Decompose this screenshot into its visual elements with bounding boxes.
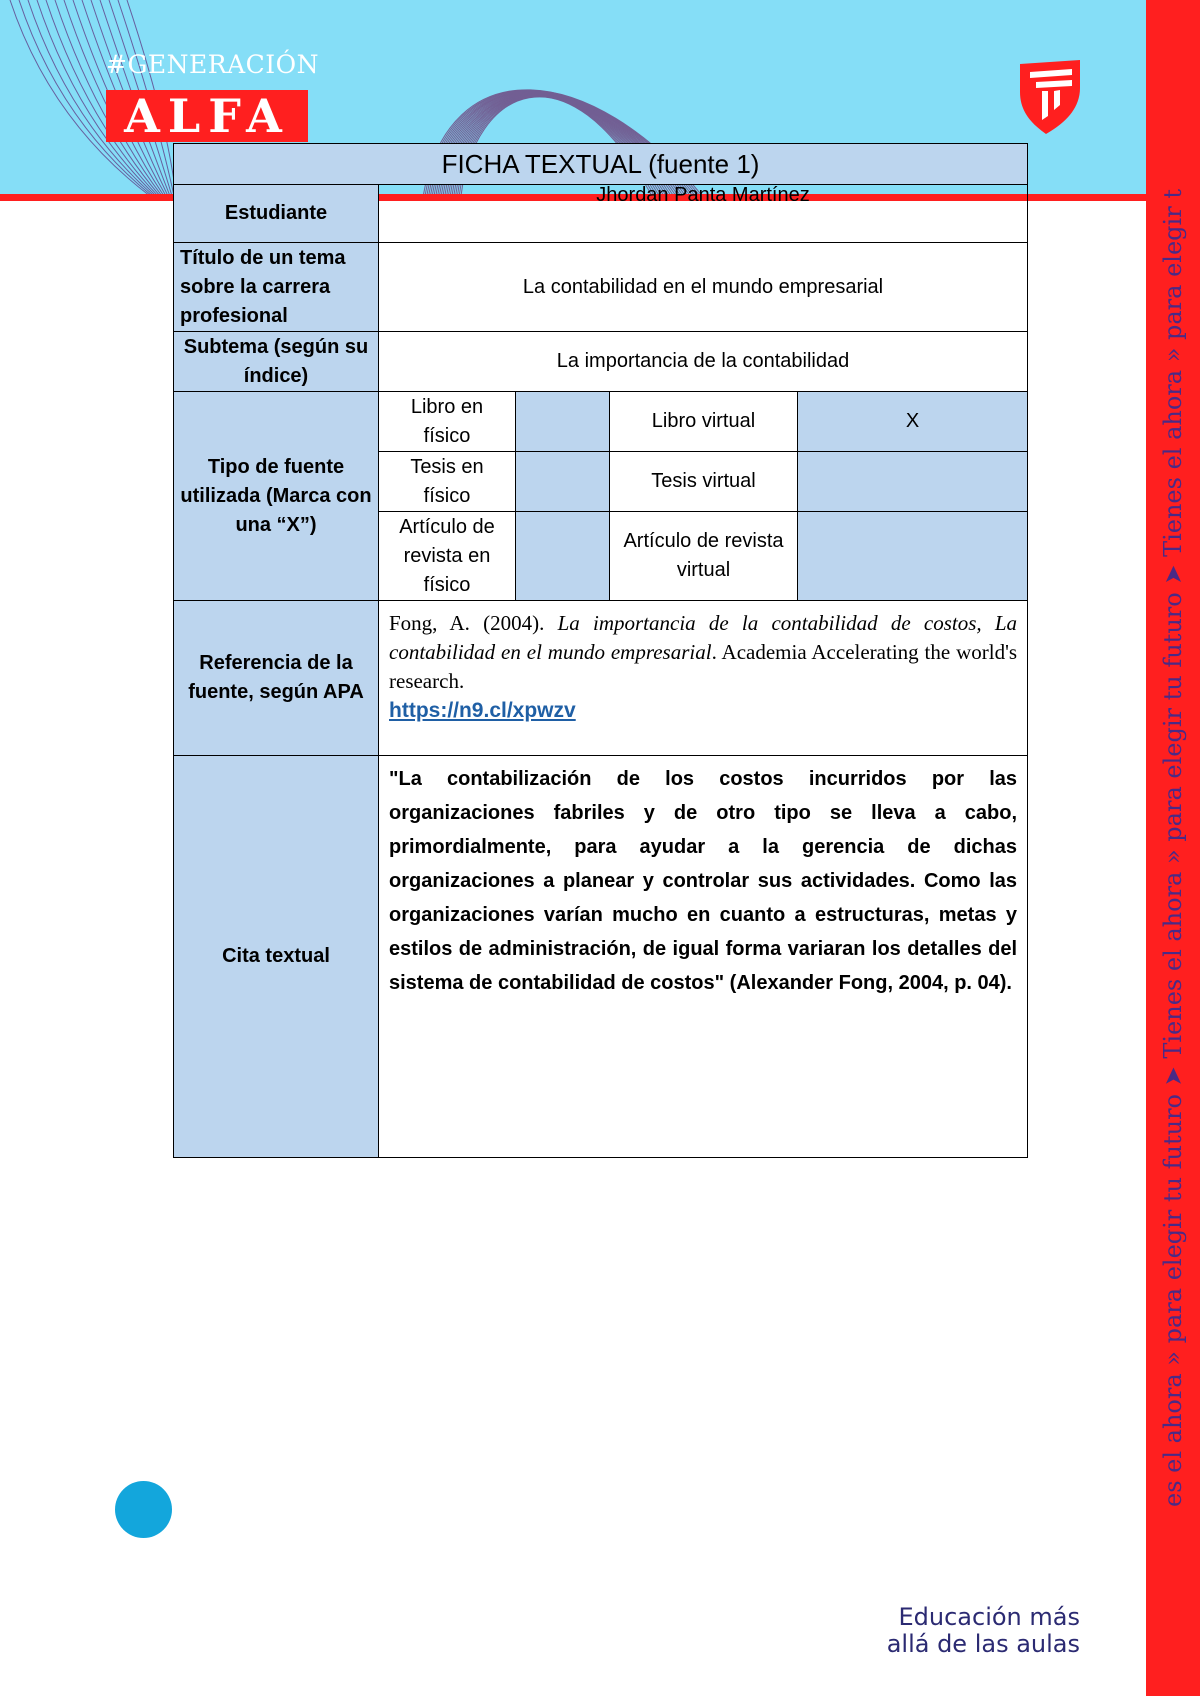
side-slogan-strip: [1146, 0, 1200, 1696]
generation-hashtag: #GENERACIÓN: [106, 50, 320, 79]
subtema-label: Subtema (según su índice): [174, 332, 379, 392]
alfa-logo: [106, 90, 308, 142]
cita-text: "La contabilización de los costos incurridos por las organizaciones fabriles y de otro tipo se lleva a cabo, primordialmente, para ayudar a la gerencia de dichas organizaciones a planear y controlar sus actividades. Como las organizaciones varían mucho en cuanto a estructuras, metas y estilos de administración, de igual forma variaran los detalles del sistema de contabilidad de costos" (Alexander Fong, 2004, p. 04).: [379, 756, 1028, 1158]
footer-tagline: [880, 1604, 1080, 1658]
option-articulo-fisico-mark[interactable]: [516, 512, 610, 601]
option-tesis-fisico-label: Tesis en físico: [379, 452, 516, 512]
tipo-fuente-label: Tipo de fuente utilizada (Marca con una “X”): [174, 392, 379, 601]
option-libro-fisico-mark[interactable]: [516, 392, 610, 452]
referencia-label: Referencia de la fuente, según APA: [174, 601, 379, 756]
referencia-link[interactable]: https://n9.cl/xpwzv: [389, 699, 576, 722]
blue-dot-decoration: [115, 1481, 172, 1538]
estudiante-label: Estudiante: [174, 185, 379, 243]
alfa-logo-text: ALFA: [124, 89, 290, 143]
titulo-value: La contabilidad en el mundo empresarial: [379, 243, 1028, 332]
referencia-work: La importancia de la contabilidad de costos, La contabilidad en el mundo empresarial: [389, 611, 1018, 664]
option-articulo-virtual-label: Artículo de revista virtual: [610, 512, 798, 601]
option-libro-virtual-mark[interactable]: X: [798, 392, 1028, 452]
ficha-title: FICHA TEXTUAL (fuente 1): [174, 144, 1028, 185]
option-tesis-fisico-mark[interactable]: [516, 452, 610, 512]
cita-label: Cita textual: [174, 756, 379, 1158]
referencia-publisher: . Academia Accelerating the world's research.: [389, 640, 1018, 693]
option-articulo-virtual-mark[interactable]: [798, 512, 1028, 601]
titulo-label: Título de un tema sobre la carrera profesional: [174, 243, 379, 332]
referencia-value: [379, 601, 1028, 756]
subtema-value: La importancia de la contabilidad: [379, 332, 1028, 392]
option-libro-fisico-label: Libro en físico: [379, 392, 516, 452]
side-slogan-text: es el ahora » para elegir tu futuro ➤ Tienes el ahora » para elegir tu futuro ➤ Tienes el ahora » para elegir t: [1159, 189, 1187, 1507]
estudiante-value: Jhordan Panta Martínez: [379, 185, 1028, 243]
option-articulo-fisico-label: Artículo de revista en físico: [379, 512, 516, 601]
option-tesis-virtual-mark[interactable]: [798, 452, 1028, 512]
referencia-author: Fong, A. (2004).: [389, 611, 558, 635]
footer-tagline-line1: Educación más: [898, 1603, 1080, 1631]
option-libro-virtual-label: Libro virtual: [610, 392, 798, 452]
university-crest-icon: [1016, 58, 1084, 134]
option-tesis-virtual-label: Tesis virtual: [610, 452, 798, 512]
ficha-textual-table: [173, 143, 1028, 1158]
footer-tagline-line2: allá de las aulas: [886, 1630, 1080, 1658]
